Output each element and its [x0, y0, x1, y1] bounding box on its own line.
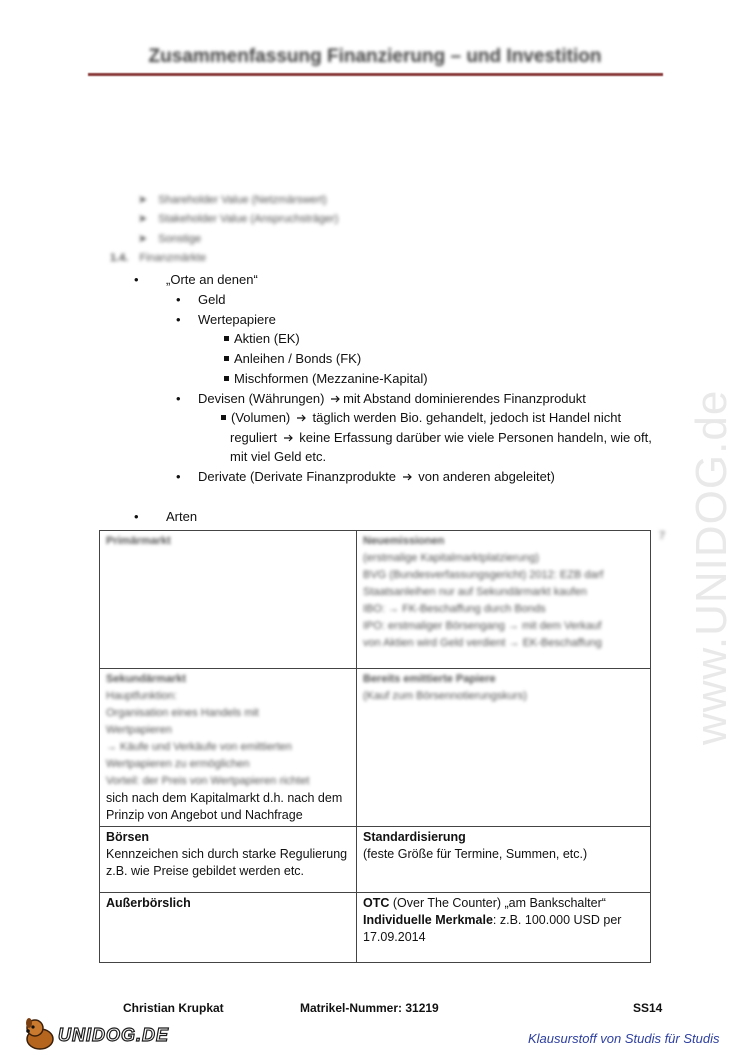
blurred-section-heading: 1.4. Finanzmärkte — [110, 252, 207, 264]
square-bullet-icon — [224, 376, 229, 381]
arten-label: Arten — [166, 509, 198, 524]
table-cell: Neuemissionen (erstmalige Kapitalmarktplatzierung) BVG (Bundesverfassungsgericht) 2012: EZB darf Staatsanleihen nur auf Sekundärmarkt kaufen IBO: → FK-Beschaffung durch Bonds IPO: erstmaliger Börsengang → mit dem Verkauf von Aktien wird Geld verdient → EK-Beschaffung — [357, 531, 651, 669]
slogan: Klausurstoff von Studis für Studis — [528, 1031, 720, 1046]
geld-item: Geld — [198, 292, 226, 307]
unidog-logo: UNIDOG.DE — [58, 1025, 170, 1045]
blurred-list-item: ➤ Stakeholder Value (Anspruchsträger) — [138, 213, 339, 225]
document-title: Zusammenfassung Finanzierung – und Investition — [148, 46, 602, 67]
sub-list-item: Aktien (EK) — [224, 329, 300, 348]
table-cell: Sekundärmarkt Hauptfunktion: Organisation eines Handels mit Wertpapieren → Käufe und Verkäufe von emittierten Wertpapieren zu ermöglichen Vorteil: der Preis von Wertpapieren richtet sich nach dem Kapitalmarkt d.h. nach dem Prinzip von Angebot und Nachfrage — [100, 669, 357, 827]
derivate-item: Derivate (Derivate Finanzprodukte von anderen abgeleitet) — [198, 469, 555, 484]
table-cell: Außerbörslich — [100, 893, 357, 963]
square-bullet-icon — [224, 356, 229, 361]
svg-text:www.UNIDOG.de: www.UNIDOG.de — [687, 389, 736, 745]
sub-list-item: Anleihen / Bonds (FK) — [224, 349, 361, 368]
table-row — [100, 893, 651, 963]
volumen-line: mit viel Geld etc. — [230, 449, 327, 464]
bullet-dot-icon: • — [176, 312, 181, 327]
orte-label: „Orte an denen“ — [166, 272, 258, 287]
table-cell: Bereits emittierte Papiere (Kauf zum Börsennotierungskurs) — [357, 669, 651, 827]
table-cell: Standardisierung (feste Größe für Termine, Summen, etc.) — [357, 827, 651, 893]
watermark — [668, 280, 748, 750]
dog-logo-icon — [22, 1017, 58, 1051]
bullet-dot-icon: • — [176, 469, 181, 484]
bullet-dot-icon: • — [134, 272, 139, 287]
triangle-bullet-icon: ➤ — [138, 194, 148, 206]
arrow-right-icon — [283, 433, 294, 443]
footer-matrikel: Matrikel-Nummer: 31219 — [300, 1001, 439, 1015]
bullet-dot-icon: • — [176, 391, 181, 406]
table-cell: OTC (Over The Counter) „am Bankschalter“ Individuelle Merkmale: z.B. 100.000 USD per 17.09.2014 — [357, 893, 651, 963]
title-underline — [88, 73, 663, 76]
devisen-item: Devisen (Währungen) mit Abstand dominierendes Finanzprodukt — [198, 391, 586, 406]
blurred-list-item: ➤ Shareholder Value (Netzmärswert) — [138, 194, 327, 206]
table-row — [100, 827, 651, 893]
volumen-line: reguliert keine Erfassung darüber wie viele Personen handeln, wie oft, — [230, 430, 652, 445]
finanzmarkt-table — [99, 530, 651, 963]
table-row — [100, 531, 651, 669]
sub-list-item: Mischformen (Mezzanine-Kapital) — [224, 369, 428, 388]
arrow-right-icon — [330, 394, 341, 404]
page-number: 7 — [659, 530, 666, 542]
square-bullet-icon — [224, 336, 229, 341]
volumen-item: (Volumen) täglich werden Bio. gehandelt, jedoch ist Handel nicht — [221, 408, 621, 427]
footer-semester: SS14 — [633, 1001, 663, 1015]
triangle-bullet-icon: ➤ — [138, 233, 148, 245]
square-bullet-icon — [221, 415, 226, 420]
arrow-right-icon — [296, 413, 307, 423]
wertpapiere-item: Wertepapiere — [198, 312, 276, 327]
bullet-dot-icon: • — [134, 509, 139, 524]
triangle-bullet-icon: ➤ — [138, 213, 148, 225]
bullet-dot-icon: • — [176, 292, 181, 307]
arrow-right-icon — [402, 472, 413, 482]
blurred-list-item: ➤ Sonstige — [138, 233, 202, 245]
table-row — [100, 669, 651, 827]
table-cell: Börsen Kennzeichen sich durch starke Regulierung z.B. wie Preise gebildet werden etc. — [100, 827, 357, 893]
footer-author: Christian Krupkat — [123, 1001, 224, 1015]
table-cell: Primärmarkt — [100, 531, 357, 669]
